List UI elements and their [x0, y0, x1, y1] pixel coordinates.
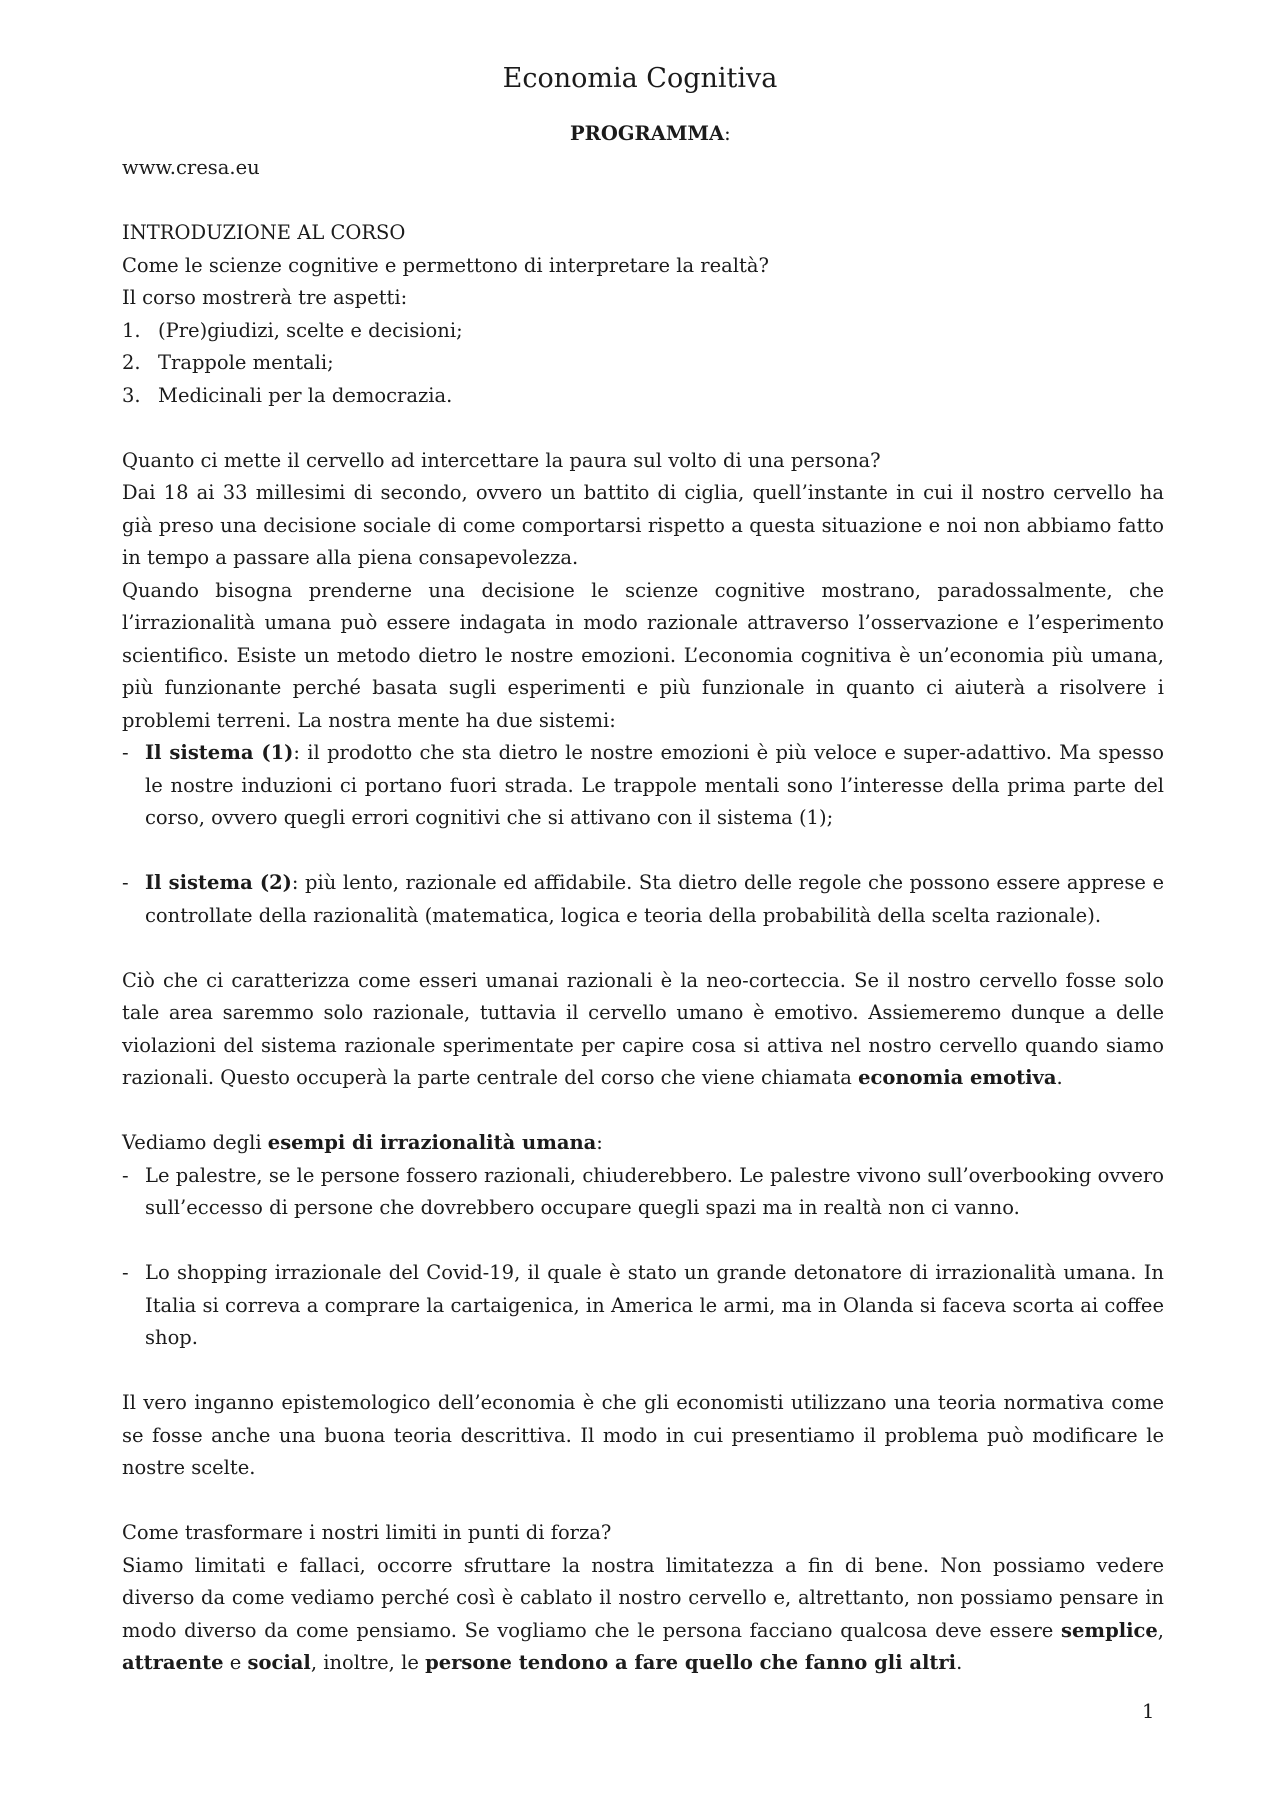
limits-sep: e [223, 1651, 248, 1674]
bullet-dash: - [122, 741, 129, 764]
neocortex-end: . [1056, 1066, 1063, 1089]
term-imitation: persone tendono a fare quello che fanno gli altri [425, 1651, 957, 1674]
fear-question: Quanto ci mette il cervello ad intercettare la paura sul volto di una persona? [122, 448, 881, 472]
intro-question: Come le scienze cognitive e permettono di interpretare la realtà? [122, 253, 769, 277]
examples-intro-text: Vediamo degli [122, 1131, 268, 1154]
list-item-text: Medicinali per la democrazia. [158, 383, 453, 407]
list-number: 3. [122, 383, 141, 407]
list-item [122, 1160, 1164, 1225]
system-1-label: Il sistema (1) [145, 741, 294, 764]
fear-answer: Dai 18 ai 33 millesimi di secondo, ovvero un battito di ciglia, quell’instante in cui il nostro cervello ha già preso una decisione sociale di come comportarsi rispetto a questa situazione e noi non abbiamo fatto in tempo a passare alla piena consapevolezza. [122, 481, 1164, 569]
limits-mid: , inoltre, le [310, 1651, 426, 1674]
deception-paragraph: Il vero inganno epistemologico dell’economia è che gli economisti utilizzano una teoria normativa come se fosse anche una buona teoria descrittiva. Il modo in cui presentiamo il problema può modificare le nostre scelte. [122, 1391, 1164, 1479]
list-item [122, 315, 1164, 348]
cognitive-paragraph: Quando bisogna prenderne una decisione le scienze cognitive mostrano, paradossalmente, che l’irrazionalità umana può essere indagata in modo razionale attraverso l’osservazione e l’esperimento scientifico. Esiste un metodo dietro le nostre emozioni. L’economia cognitiva è un’economia più umana, più funzionante perché basata sugli esperimenti e più funzionale in quanto ci aiuterà a risolvere i problemi terreni. La nostra mente ha due sistemi: [122, 578, 1164, 732]
limits-sep: , [1157, 1618, 1164, 1642]
example-text: Le palestre, se le persone fossero razionali, chiuderebbero. Le palestre vivono sull’overbooking ovvero sull’eccesso di persone che dovrebbero occupare quegli spazi ma in realtà non ci vanno. [145, 1163, 1164, 1219]
list-item-text: (Pre)giudizi, scelte e decisioni; [158, 318, 463, 342]
examples-intro-bold: esempi di irrazionalità umana [267, 1131, 597, 1154]
example-text: Lo shopping irrazionale del Covid-19, il quale è stato un grande detonatore di irrazionalità umana. In Italia si correva a comprare la cartaigenica, in America le armi, ma in Olanda si faceva scorta ai coffee shop. [145, 1261, 1164, 1349]
neocortex-text: Ciò che ci caratterizza come esseri umanai razionali è la neo-corteccia. Se il nostro cervello fosse solo tale area saremmo solo razionale, tuttavia il cervello umano è emotivo. Assiemeremo dunque a delle violazioni del sistema razionale sperimentate per capire cosa si attiva nel nostro cervello quando siamo razionali. Questo occuperà la parte centrale del corso che viene chiamata [122, 968, 1164, 1089]
limits-question: Come trasformare i nostri limiti in punti di forza? [122, 1521, 612, 1544]
list-item-text: Trappole mentali; [158, 351, 334, 374]
program-heading-colon: : [724, 122, 731, 145]
neocortex-paragraph [122, 965, 1164, 1095]
limits-text: Siamo limitati e fallaci, occorre sfruttare la nostra limitatezza a fin di bene. Non possiamo vedere diverso da come vediamo perché così è cablato il nostro cervello e, altrettanto, non possiamo pensare in modo diverso da come pensiamo. Se vogliamo che le persona facciano qualcosa deve essere [122, 1553, 1164, 1642]
program-heading-text: PROGRAMMA [570, 122, 725, 145]
limits-paragraph [122, 1550, 1164, 1680]
aspects-list [122, 315, 1164, 413]
intro-lead: Il corso mostrerà tre aspetti: [122, 286, 408, 309]
document-title: Economia Cognitiva [502, 63, 778, 94]
system-2-text: : più lento, razionale ed affidabile. Sta dietro delle regole che possono essere apprese e controllate della razionalità (matematica, logica e teoria della probabilità della scelta razionale). [145, 871, 1164, 927]
program-heading [570, 118, 731, 150]
term-simple: semplice [1061, 1618, 1158, 1642]
systems-list [122, 737, 1164, 835]
list-item [122, 867, 1164, 932]
examples-list [122, 1160, 1164, 1225]
website-link[interactable]: www.cresa.eu [122, 156, 260, 179]
list-item [122, 347, 1164, 380]
emotive-economy-term: economia emotiva [858, 1066, 1057, 1089]
bullet-dash: - [122, 871, 129, 894]
list-item [122, 737, 1164, 835]
term-attractive: attraente [122, 1651, 224, 1674]
section-title: INTRODUZIONE AL CORSO [122, 221, 406, 244]
examples-list-2 [122, 1257, 1164, 1355]
system-1-text: : il prodotto che sta dietro le nostre emozioni è più veloce e super-adattivo. Ma spesso le nostre induzioni ci portano fuori strada. Le trappole mentali sono l’interesse della prima parte del corso, ovvero quegli errori cognitivi che si attivano con il sistema (1); [145, 741, 1164, 829]
page-number: 1 [1142, 1700, 1155, 1723]
bullet-dash: - [122, 1163, 129, 1187]
system-2-label: Il sistema (2) [145, 871, 292, 894]
list-number: 1. [122, 318, 141, 342]
list-item [122, 380, 1164, 413]
examples-intro [122, 1127, 1164, 1160]
term-social: social [247, 1651, 311, 1674]
limits-end: . [956, 1651, 963, 1674]
list-item [122, 1257, 1164, 1355]
examples-intro-end: : [596, 1131, 603, 1154]
systems-list-2 [122, 867, 1164, 932]
list-number: 2. [122, 351, 141, 374]
document-body [122, 152, 1164, 1680]
bullet-dash: - [122, 1261, 129, 1284]
